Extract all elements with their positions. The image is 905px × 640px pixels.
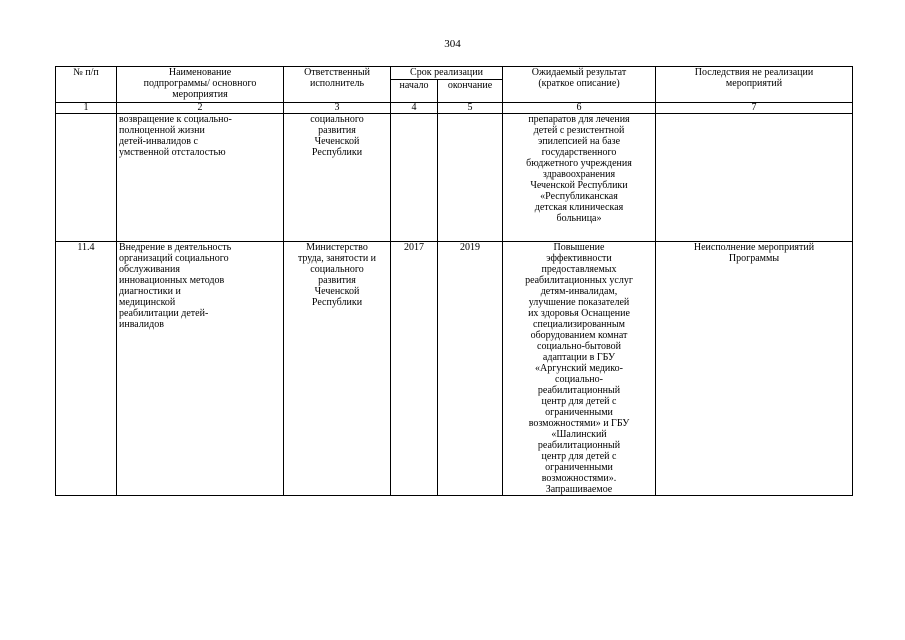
header-end: окончание	[438, 80, 503, 103]
column-number: 3	[284, 103, 391, 114]
table-row	[56, 242, 853, 496]
cell-executor: социального развития Чеченской Республики	[284, 114, 391, 242]
cell-start	[391, 114, 438, 242]
cell-start: 2017	[391, 242, 438, 496]
header-start: начало	[391, 80, 438, 103]
cell-num: 11.4	[56, 242, 117, 496]
cell-name: Внедрение в деятельность организаций социального обслуживания инновационных методов диагностики и медицинской реабилитации детей- инвалидов	[117, 242, 284, 496]
cell-consequences: Неисполнение мероприятий Программы	[656, 242, 853, 496]
column-number: 4	[391, 103, 438, 114]
header-result: Ожидаемый результат (краткое описание)	[503, 67, 656, 103]
cell-result: препаратов для лечения детей с резистентной эпилепсией на базе государственного бюджетного учреждения здравоохранения Чеченской Республики «Республиканская детская клиническая больница»	[503, 114, 656, 242]
header-name: Наименование подпрограммы/ основного мероприятия	[117, 67, 284, 103]
column-number: 6	[503, 103, 656, 114]
header-consequences: Последствия не реализации мероприятий	[656, 67, 853, 103]
cell-executor: Министерство труда, занятости и социального развития Чеченской Республики	[284, 242, 391, 496]
header-executor: Ответственный исполнитель	[284, 67, 391, 103]
header-period: Срок реализации	[391, 67, 503, 80]
cell-consequences	[656, 114, 853, 242]
cell-result: Повышение эффективности предоставляемых реабилитационных услуг детям-инвалидам, улучшение показателей их здоровья Оснащение специализированным оборудованием комнат социально-бытовой адаптации в ГБУ «Аргунский медико- социально- реабилитационный центр для детей с ограниченными возможностями» и ГБУ «Шалинский реабилитационный центр для детей с ограниченными возможностями». Запрашиваемое	[503, 242, 656, 496]
column-numbers-row	[56, 103, 853, 114]
cell-end	[438, 114, 503, 242]
cell-end: 2019	[438, 242, 503, 496]
program-table	[55, 66, 853, 496]
header-row	[56, 67, 853, 80]
column-number: 2	[117, 103, 284, 114]
column-number: 5	[438, 103, 503, 114]
column-number: 7	[656, 103, 853, 114]
cell-name: возвращение к социально- полноценной жизни детей-инвалидов с умственной отсталостью	[117, 114, 284, 242]
header-num: № п/п	[56, 67, 117, 103]
table-row	[56, 114, 853, 242]
column-number: 1	[56, 103, 117, 114]
page-number: 304	[444, 38, 461, 50]
cell-num	[56, 114, 117, 242]
